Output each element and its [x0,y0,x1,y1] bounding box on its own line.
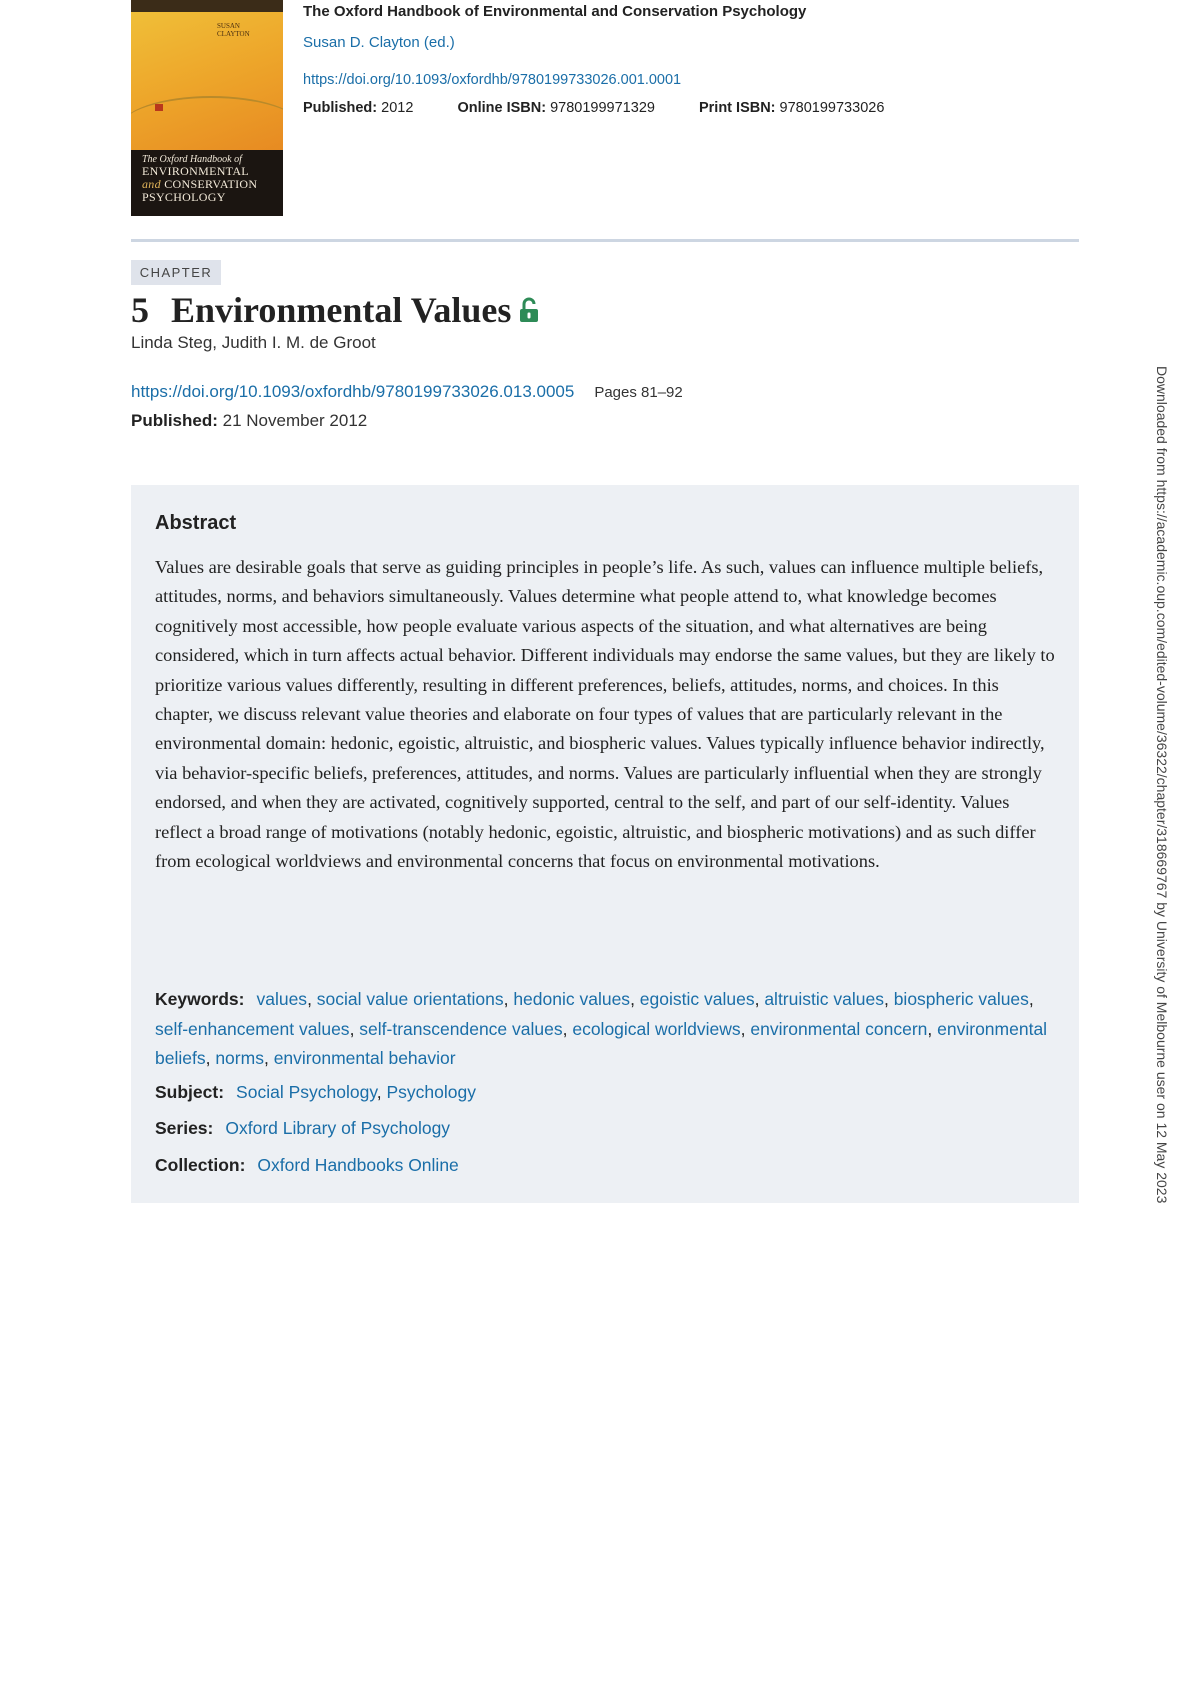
chapter-authors: Linda Steg, Judith I. M. de Groot [131,333,376,352]
collection-label: Collection: [155,1155,246,1175]
download-watermark-note: Downloaded from https://academic.oup.com/edited-volume/36322/chapter/318669767 by University of Melbourne user on 12 May 2023 [1154,366,1170,1204]
keywords-row: Keywords: values, social value orientations, hedonic values, egoistic values, altruistic values, biospheric values, self-enhancement values, self-transcendence values, ecological worldviews, environmental concern, environmental beliefs, norms, environmental behavior [155,989,1048,1068]
book-online-isbn: Online ISBN: 9780199971329 [457,100,655,116]
subject-link[interactable]: Psychology [386,1082,476,1102]
subject-label: Subject: [155,1082,225,1102]
keyword-link[interactable]: social value orientations [316,989,504,1009]
chapter-published: Published: 21 November 2012 [131,411,368,430]
collection-link[interactable]: Oxford Handbooks Online [257,1155,459,1175]
keyword-link[interactable]: self-transcendence values [359,1018,563,1039]
keyword-link[interactable]: hedonic values [513,989,631,1009]
chapter-title-text: Environmental Values [171,290,512,330]
chapter-pages: Pages 81–92 [594,384,683,401]
abstract-text: Values are desirable goals that serve as guiding principles in people’s life. As such, values can influence multiple beliefs, attitudes, norms, and behaviors simultaneously. Values determine what people attend to, what knowledge becomes cognitively most accessible, how people evaluate various aspects of the situation, and what alternatives are being considered, which in turn affects actual behavior. Different individuals may endorse the same values, but they are likely to prioritize various values differently, resulting in different preferences, beliefs, attitudes, norms, and choices. In this chapter, we discuss relevant value theories and elaborate on four types of values that are particularly relevant in the environmental domain: hedonic, egoistic, altruistic, and biospheric values. Values typically influence behavior indirectly, via behavior-specific beliefs, preferences, attitudes, and norms. Values are particularly influential when they are strongly endorsed, and when they are activated, cognitively supported, central to the self, and part of our self-identity. Values reflect a broad range of motivations (notably hedonic, egoistic, altruistic, and biospheric motivations) and as such differ from ecological worldviews and environmental concerns that focus on environmental motivations. [155,557,1055,872]
chapter-badge: CHAPTER [131,260,221,285]
keyword-link[interactable]: environmental beliefs [155,1018,1048,1068]
book-doi-link[interactable]: https://doi.org/10.1093/oxfordhb/9780199733026.001.0001 [303,72,682,88]
book-title[interactable]: The Oxford Handbook of Environmental and Conservation Psychology [303,3,807,20]
keyword-link[interactable]: egoistic values [639,989,755,1009]
cover-house [155,104,163,111]
subject-link[interactable]: Social Psychology [236,1082,377,1102]
book-cover-image[interactable] [131,0,283,216]
header-divider [131,239,1079,242]
cover-hill [131,96,283,158]
keyword-link[interactable]: environmental concern [750,1018,928,1039]
book-publication-info [303,100,924,116]
keyword-link[interactable]: ecological worldviews [572,1018,741,1039]
keyword-link[interactable]: norms [215,1048,264,1068]
cover-title-block: The Oxford Handbook of ENVIRONMENTAL and CONSERVATION PSYCHOLOGY [131,150,283,216]
keyword-link[interactable]: self-enhancement values [155,1018,350,1039]
series-row [155,1118,450,1139]
series-label: Series: [155,1118,214,1138]
chapter-doi-link[interactable]: https://doi.org/10.1093/oxfordhb/9780199733026.013.0005 [131,382,575,401]
book-editor-link[interactable]: Susan D. Clayton (ed.) [303,34,455,51]
keyword-link[interactable]: environmental behavior [273,1048,456,1068]
subject-row: Subject: Social Psychology, Psychology [155,1082,476,1102]
keyword-link[interactable]: altruistic values [764,989,884,1009]
book-published: Published: 2012 [303,100,414,116]
book-header [131,0,1079,216]
keyword-link[interactable]: biospheric values [893,989,1029,1009]
abstract-heading: Abstract [155,512,237,534]
keyword-link[interactable]: values [256,989,308,1009]
abstract-section [131,485,1079,1203]
chapter-title [131,288,539,336]
chapter-number: 5 [131,290,149,330]
collection-row [155,1155,459,1176]
chapter-doi-row [131,382,683,402]
keywords-label: Keywords: [155,989,245,1009]
cover-editor: SUSAN CLAYTON [217,22,250,38]
series-link[interactable]: Oxford Library of Psychology [225,1118,451,1138]
cover-top-strip [131,0,283,12]
open-lock-icon [519,289,539,333]
book-print-isbn: Print ISBN: 9780199733026 [698,100,885,116]
